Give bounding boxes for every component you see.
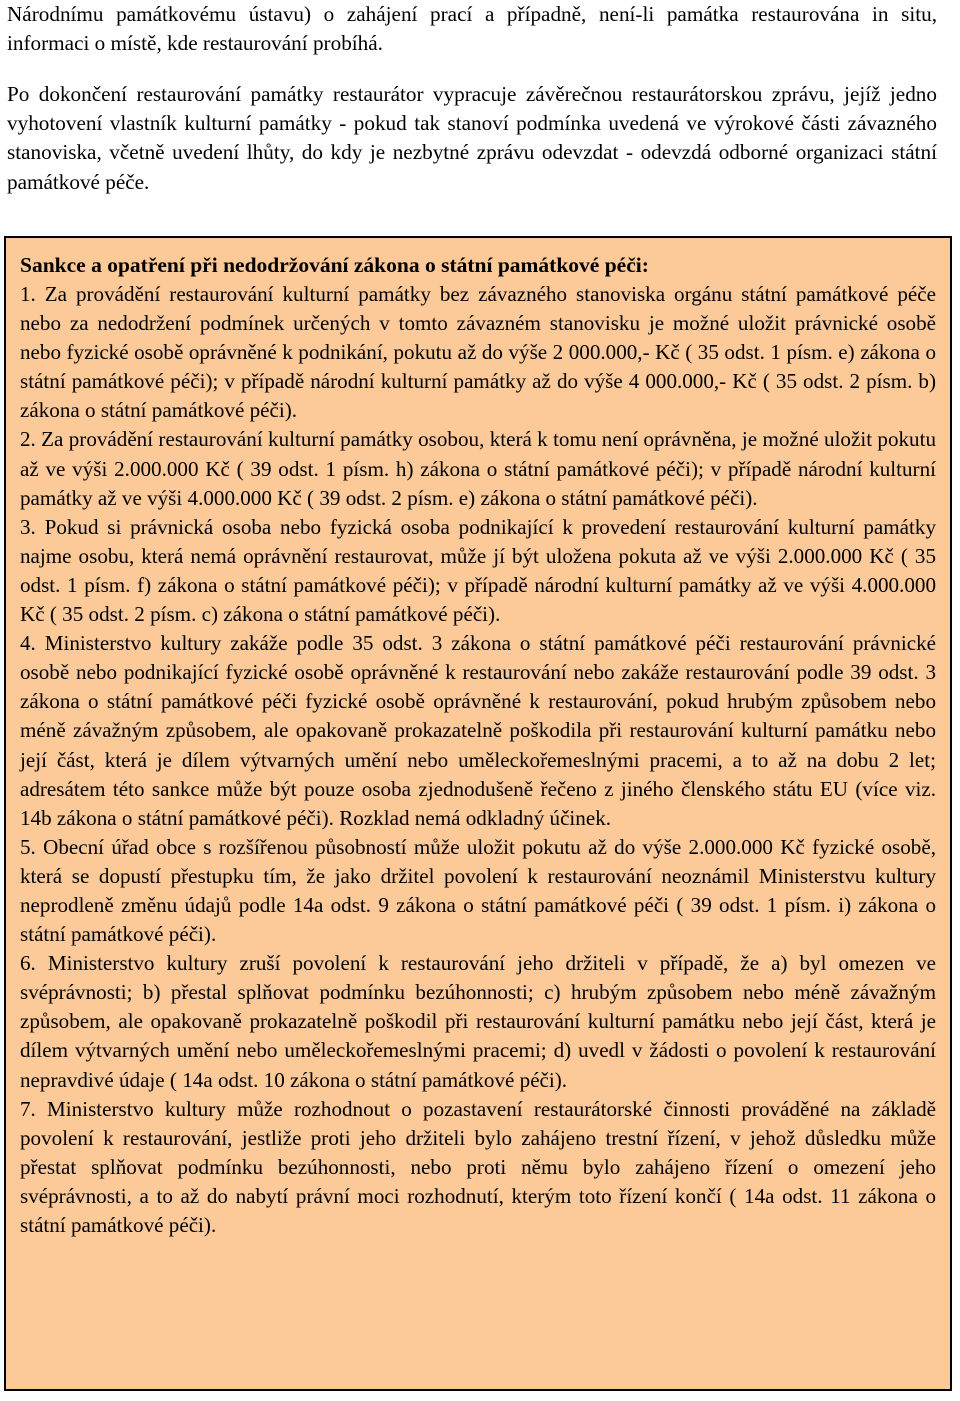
intro-paragraph-1-block (7, 0, 937, 58)
sankce-item-5: 5. Obecní úřad obce s rozšířenou působností může uložit pokutu až do výše 2.000.000 Kč fyzické osobě, která se dopustí přestupku tím, že jako držitel povolení k restaurování neoznámil Ministerstvu kultury neprodleně změnu údajů podle 14a odst. 9 zákona o státní památkové péči ( 39 odst. 1 písm. i) zákona o státní památkové péči). (20, 834, 936, 947)
sankce-item-6: 6. Ministerstvo kultury zruší povolení k restaurování jeho držiteli v případě, že a) byl omezen ve svéprávnosti; b) přestal splňovat podmínku bezúhonnosti; c) hrubým způsobem nebo méně závažným způsobem, ale opakovaně prokazatelně poškodil při restaurování kulturní památku nebo její část, která je dílem výtvarných umění nebo uměleckořemeslnými pracemi; d) uvedl v žádosti o povolení k restaurování nepravdivé údaje ( 14a odst. 10 zákona o státní památkové péči). (20, 951, 936, 1092)
sankce-item-1: 1. Za provádění restaurování kulturní památky bez závazného stanoviska orgánu státní památkové péče nebo za nedodržení podmínek určených v tomto závazném stanovisku je možné uložit právnické osobě nebo fyzické osobě oprávněné k podnikání, pokutu až do výše 2 000.000,- Kč ( 35 odst. 1 písm. e) zákona o státní památkové péči); v případě národní kulturní památky až do výše 4 000.000,- Kč ( 35 odst. 2 písm. b) zákona o státní památkové péči). (20, 282, 936, 423)
sankce-box (4, 236, 952, 1391)
intro-paragraph-1: Národnímu památkovému ústavu) o zahájení prací a případně, není-li památka restaurována in situ, informaci o místě, kde restaurování probíhá. (7, 2, 937, 56)
intro-paragraph-2: Po dokončení restaurování památky restaurátor vypracuje závěrečnou restaurátorskou zprávu, jejíž jedno vyhotovení vlastník kulturní památky - pokud tak stanoví podmínka uvedená ve výrokové části závazného stanoviska, včetně uvedení lhůty, do kdy je nezbytné zprávu odevzdat - odevzdá odborné organizaci státní památkové péče. (7, 82, 937, 194)
sankce-item-4: 4. Ministerstvo kultury zakáže podle 35 odst. 3 zákona o státní památkové péči restaurování právnické osobě nebo podnikající fyzické osobě oprávněné k restaurování nebo zakáže restaurování podle 39 odst. 3 zákona o státní památkové péči fyzické osobě oprávněné k restaurování, pokud hrubým způsobem nebo méně závažným způsobem, ale opakovaně prokazatelně poškodila při restaurování kulturní památku nebo její část, která je dílem výtvarných umění nebo uměleckořemeslnými pracemi, a to až na dobu 2 let; adresátem této sankce může být pouze osoba zjednodušeně řečeno z jiného členského státu EU (více viz. 14b zákona o státní památkové péči). Rozklad nemá odkladný účinek. (20, 631, 936, 830)
intro-paragraph-2-block (7, 80, 937, 197)
sankce-item-3: 3. Pokud si právnická osoba nebo fyzická osoba podnikající k provedení restaurování kulturní památky najme osobu, která nemá oprávnění restaurovat, může jí být uložena pokuta až ve výši 2.000.000 Kč ( 35 odst. 1 písm. f) zákona o státní památkové péči); v případě národní kulturní památky až ve výši 4.000.000 Kč ( 35 odst. 2 písm. c) zákona o státní památkové péči). (20, 514, 936, 627)
sankce-item-2: 2. Za provádění restaurování kulturní památky osobou, která k tomu není oprávněna, je možné uložit pokutu až ve výši 2.000.000 Kč ( 39 odst. 1 písm. h) zákona o státní památkové péči); v případě národní kulturní památky až ve výši 4.000.000 Kč ( 39 odst. 2 písm. e) zákona o státní památkové péči). (20, 427, 936, 510)
sankce-heading: Sankce a opatření při nedodržování zákona o státní památkové péči: (20, 253, 649, 277)
sankce-item-7: 7. Ministerstvo kultury může rozhodnout o pozastavení restaurátorské činnosti prováděné na základě povolení k restaurování, jestliže proti jeho držiteli bylo zahájeno trestní řízení, v jehož důsledku může přestat splňovat podmínku bezúhonnosti, nebo proti němu bylo zahájeno řízení o omezení jeho svéprávnosti, a to až do nabytí právní moci rozhodnutí, kterým toto řízení končí ( 14a odst. 11 zákona o státní památkové péči). (20, 1096, 936, 1237)
